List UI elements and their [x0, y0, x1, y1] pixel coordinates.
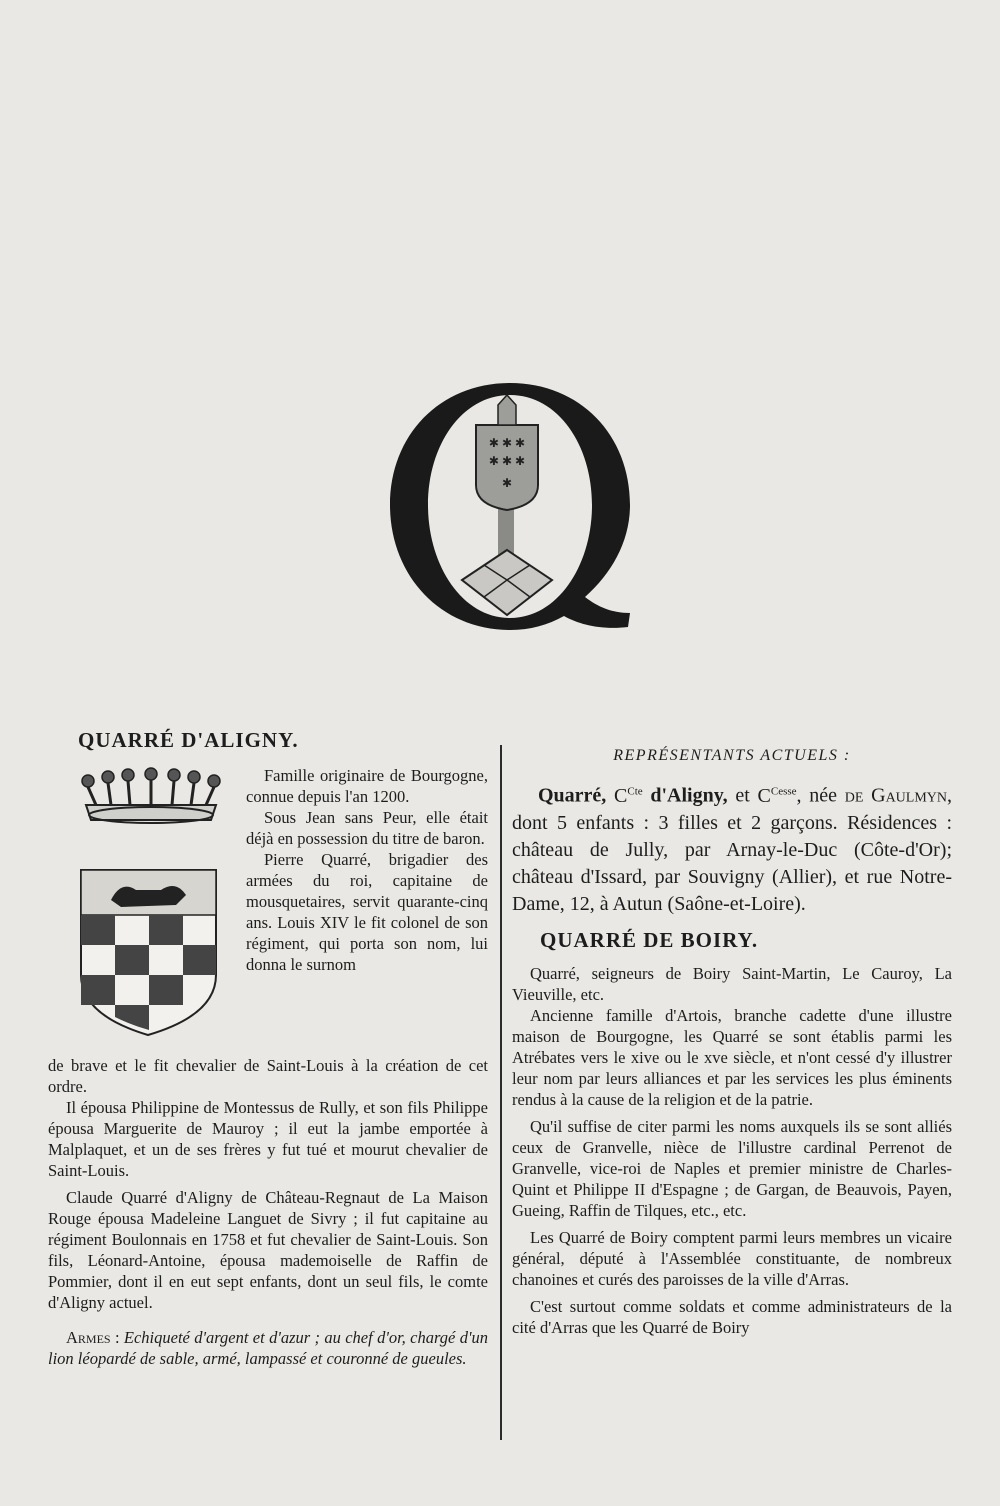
- nee: , née: [796, 784, 838, 807]
- svg-text:✱: ✱: [501, 476, 513, 490]
- rep-rest: , dont 5 enfants : 3 filles et 2 garçons. Résidences : château de Jully, par Arnay-le-Duc (Côte-d'Or); château d'Issard, par Souvigny (Allier), et rue Notre-Dame, 12, à Autun (Saône-et-Loire).: [512, 784, 953, 915]
- title-abbr: $C^{Cesse}$: [757, 784, 797, 807]
- representants-header: REPRÉSENTANTS ACTUELS :: [613, 747, 851, 764]
- right-column: [512, 745, 952, 1338]
- maiden-name: Gaulmyn: [871, 784, 948, 807]
- baron-crown-icon: [66, 765, 236, 835]
- section-title-boiry: QUARRÉ DE BOIRY.: [540, 927, 759, 952]
- paragraph: Quarré, seigneurs de Boiry Saint-Martin, Le Cauroy, La Vieuville, etc.: [512, 963, 952, 1004]
- paragraph: Il épousa Philippine de Montessus de Rully, et son fils Philippe épousa Marguerite de Mauroy ; il eut la jambe emportée à Malplaquet, et un de ses frères y fut tué et mourut chevalier de Saint-Louis.: [48, 1098, 488, 1180]
- armes-blazon: [48, 1327, 488, 1369]
- representants-text: [512, 778, 952, 918]
- title-abbr: $C^{Cte}$: [614, 784, 643, 807]
- initial-q-ornament: [380, 375, 640, 640]
- conj: et: [735, 784, 750, 807]
- paragraph: Pierre Quarré, brigadier des armées du roi, capitaine de mousquetaires, servit quarante-cinq ans. Louis XIV le fit colonel de son régiment, qui porta son nom, lui donna le surnom: [246, 850, 488, 974]
- paragraph: Sous Jean sans Peur, elle était déjà en possession du titre de baron.: [246, 808, 488, 848]
- arms-block: [48, 765, 488, 1055]
- rep-name: Quarré,: [538, 784, 607, 807]
- title-sup: Cesse: [770, 785, 797, 797]
- title-sup: Cte: [627, 785, 643, 797]
- particle: de: [844, 784, 864, 807]
- armes-text: Echiqueté d'argent et d'azur ; au chef d'or, chargé d'un lion léopardé de sable, armé, lampassé et couronné de gueules.: [48, 1328, 488, 1368]
- heraldry-figures: [48, 765, 238, 1055]
- paragraph: de brave et le fit chevalier de Saint-Louis à la création de cet ordre.: [48, 1056, 488, 1096]
- paragraph: C'est surtout comme soldats et comme administrateurs de la cité d'Arras que les Quarré de Boiry: [512, 1296, 952, 1337]
- armes-label: Armes :: [66, 1328, 120, 1347]
- paragraph: Famille originaire de Bourgogne, connue depuis l'an 1200.: [246, 766, 488, 806]
- paragraph: Qu'il suffise de citer parmi les noms auxquels ils se sont alliés ceux de Granvelle, nièce de l'illustre cardinal Perrenot de Granvelle, vice-roi de Naples et premier ministre de Charles-Quint et Philippe II d'Espagne ; de Gargan, de Beauvois, Payen, Gueing, Raffin de Tilques, etc., etc.: [512, 1116, 952, 1220]
- left-column: [48, 730, 488, 1386]
- aligny-shield-icon: [76, 865, 221, 1040]
- arms-side-text: [238, 765, 488, 1055]
- paragraph: Claude Quarré d'Aligny de Château-Regnaut de La Maison Rouge épousa Madeleine Languet de Sivry ; il fut capitaine au régiment Boulonnais en 1758 et fut chevalier de Saint-Louis. Son fils, Léonard-Antoine, épousa mademoiselle de Raffin de Pommier, dont il en eut sept enfants, dont un seul fils, le comte d'Aligny actuel.: [48, 1188, 488, 1312]
- paragraph: Ancienne famille d'Artois, branche cadette d'une illustre maison de Bourgogne, les Quarré se sont établis parmi les Atrébates vers le xive ou le xve siècle, et n'ont cessé d'y illustrer leur nom par leurs alliances et par les services les plus éminents rendus à la cause de la religion et de la patrie.: [512, 1005, 952, 1109]
- svg-text:✱ ✱ ✱: ✱ ✱ ✱: [488, 454, 526, 468]
- section-title-aligny: QUARRÉ D'ALIGNY.: [78, 728, 299, 752]
- paragraph: Les Quarré de Boiry comptent parmi leurs membres un vicaire général, député à l'Assemblée constituante, de nombreux chanoines et curés des paroisses de la ville d'Arras.: [512, 1227, 952, 1289]
- rep-title-name: d'Aligny,: [650, 784, 728, 807]
- svg-text:✱ ✱ ✱: ✱ ✱ ✱: [488, 436, 526, 450]
- column-divider: [500, 745, 502, 1440]
